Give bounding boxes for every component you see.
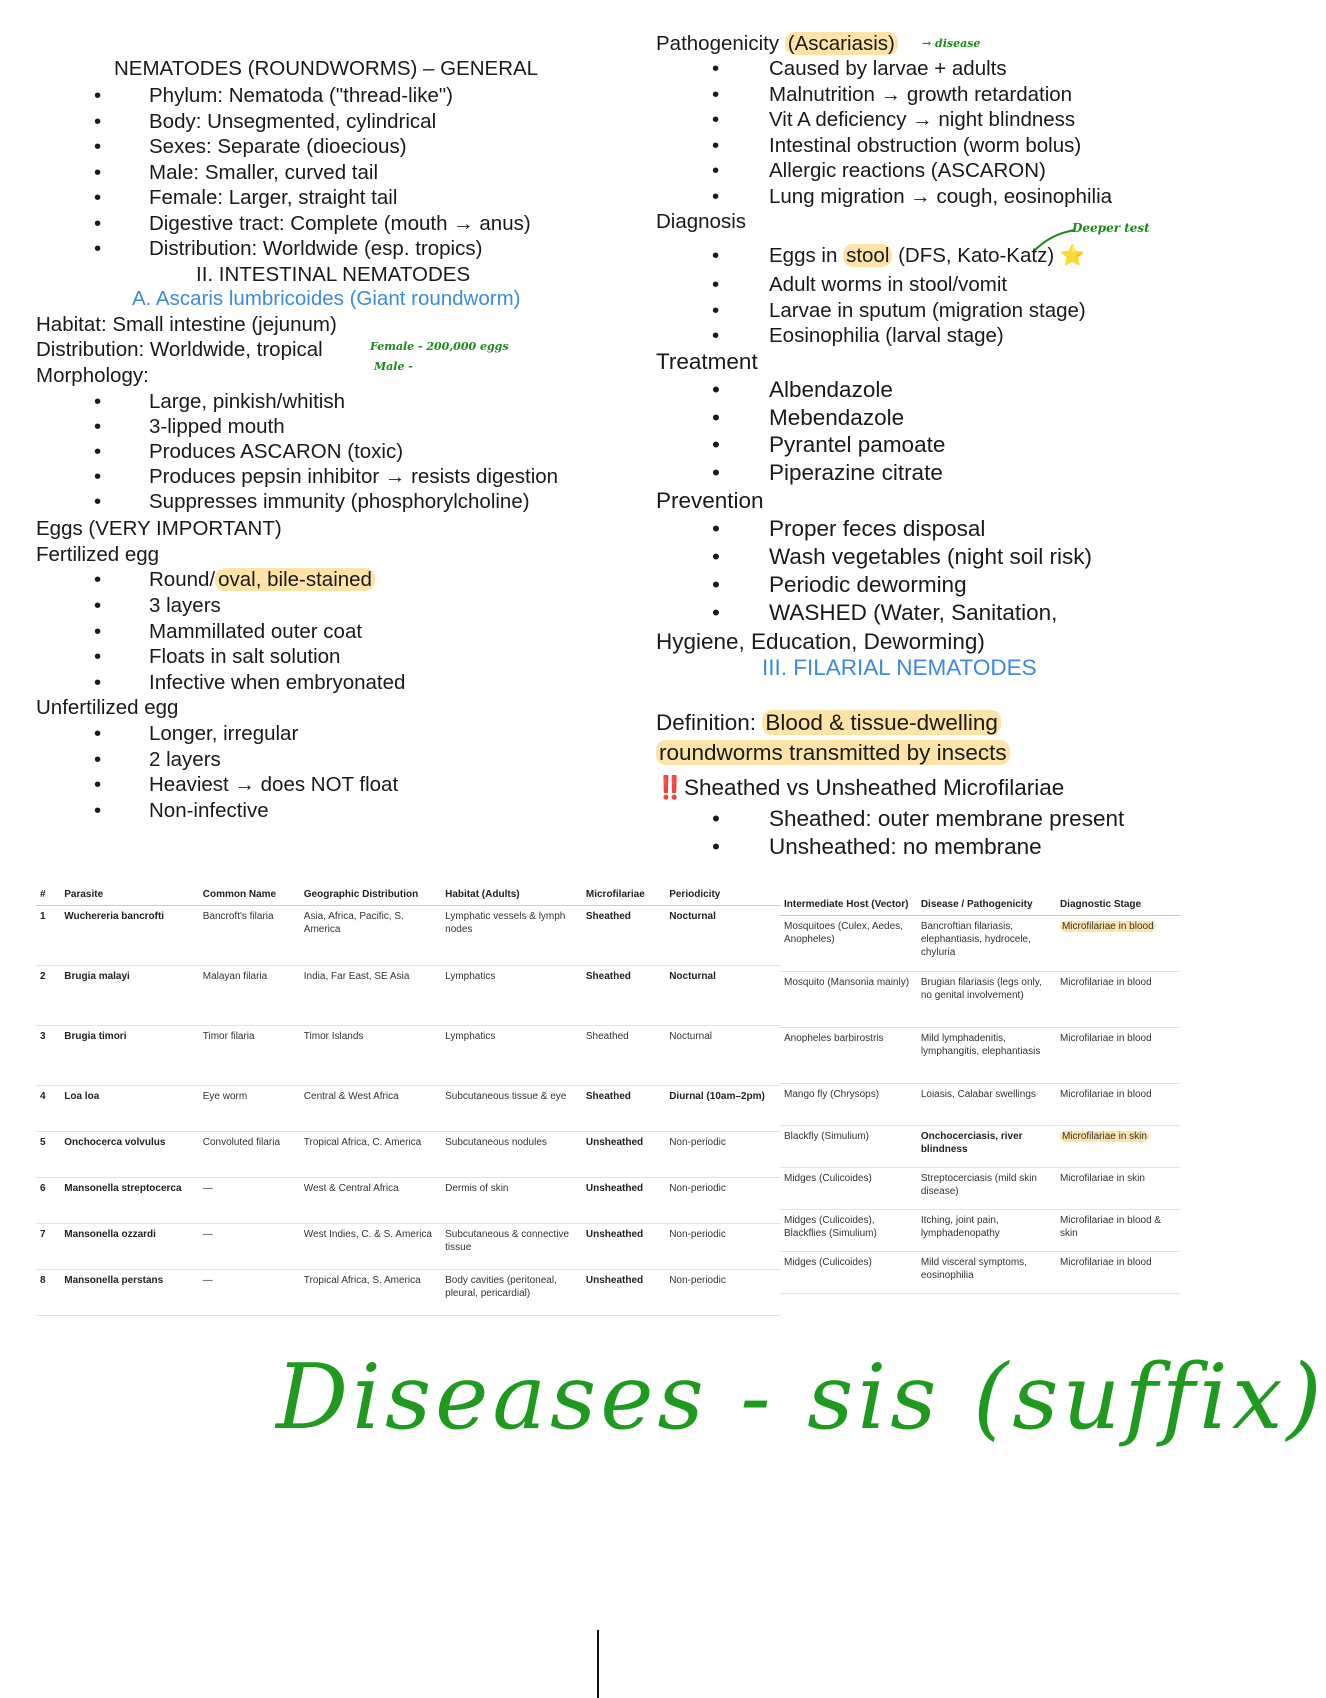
table-cell: Bancroftian filariasis, elephantiasis, hydrocele, chyluria <box>917 916 1056 972</box>
handwritten-note-female: Female - 200,000 eggs <box>370 340 509 353</box>
table-header-cell: Parasite <box>60 886 198 906</box>
table-cell: Nocturnal <box>665 906 781 966</box>
table-cell: Microfilariae in blood <box>1056 1252 1180 1294</box>
table-cell: — <box>199 1270 300 1316</box>
section-filarial-nematodes: III. FILARIAL NEMATODES <box>762 655 1037 680</box>
table-cell: 7 <box>36 1224 60 1270</box>
table-cell: Midges (Culicoides) <box>780 1252 917 1294</box>
table-row <box>36 1270 781 1316</box>
prevention-label: Prevention <box>656 488 764 513</box>
table-cell: Diurnal (10am–2pm) <box>665 1086 781 1132</box>
table-cell: Loa loa <box>60 1086 198 1132</box>
table-cell: West Indies, C. & S. America <box>300 1224 441 1270</box>
table-cell: Unsheathed <box>582 1270 665 1316</box>
prevention-wrap: Hygiene, Education, Deworming) <box>656 629 985 654</box>
handwritten-note-disease: → disease <box>922 37 981 50</box>
table-cell: Wuchereria bancrofti <box>60 906 198 966</box>
table-cell: Dermis of skin <box>441 1178 582 1224</box>
table-row <box>780 916 1180 972</box>
table-cell: Timor Islands <box>300 1026 441 1086</box>
table-row <box>780 1168 1180 1210</box>
sheath-title: ‼️Sheathed vs Unsheathed Microfilariae <box>656 775 1065 800</box>
table-cell: Nocturnal <box>665 1026 781 1086</box>
table-header-cell: Diagnostic Stage <box>1056 896 1180 916</box>
table-cell: Malayan filaria <box>199 966 300 1026</box>
table-cell: Sheathed <box>582 906 665 966</box>
table-cell: — <box>199 1178 300 1224</box>
table-cell: Brugian filariasis (legs only, no genital involvement) <box>917 972 1056 1028</box>
table-cell: Body cavities (peritoneal, pleural, pericardial) <box>441 1270 582 1316</box>
table-cell: Bancroft's filaria <box>199 906 300 966</box>
table-cell: Brugia timori <box>60 1026 198 1086</box>
table-cell: Itching, joint pain, lymphadenopathy <box>917 1210 1056 1252</box>
table-cell: Mango fly (Chrysops) <box>780 1084 917 1126</box>
table-cell: Subcutaneous tissue & eye <box>441 1086 582 1132</box>
table-cell: Non-periodic <box>665 1132 781 1178</box>
page-title: NEMATODES (ROUNDWORMS) – GENERAL <box>114 57 539 80</box>
text-cursor <box>597 1630 599 1698</box>
unfertilized-label: Unfertilized egg <box>36 696 179 719</box>
table-cell: Lymphatics <box>441 966 582 1026</box>
table-row <box>36 1224 781 1270</box>
table-cell: Mansonella streptocerca <box>60 1178 198 1224</box>
table-cell: 1 <box>36 906 60 966</box>
star-icon: ⭐ <box>1059 244 1086 267</box>
table-cell: Anopheles barbirostris <box>780 1028 917 1084</box>
filaria-table-1 <box>36 886 781 1316</box>
table-cell: Microfilariae in blood <box>1056 1084 1180 1126</box>
table-row <box>780 1252 1180 1294</box>
table-cell: Lymphatic vessels & lymph nodes <box>441 906 582 966</box>
filaria-table-2 <box>780 896 1180 1294</box>
table-cell: Sheathed <box>582 1086 665 1132</box>
habitat-line: Habitat: Small intestine (jejunum) <box>36 313 337 336</box>
table-row <box>780 1084 1180 1126</box>
table-cell: Sheathed <box>582 966 665 1026</box>
table-row <box>780 972 1180 1028</box>
table-cell: Streptocerciasis (mild skin disease) <box>917 1168 1056 1210</box>
table-row <box>36 966 781 1026</box>
handwritten-note-deeper-test: Deeper test <box>1072 221 1150 235</box>
table-row <box>36 1086 781 1132</box>
table-row <box>36 1178 781 1224</box>
table-cell: Mansonella ozzardi <box>60 1224 198 1270</box>
table-cell: Central & West Africa <box>300 1086 441 1132</box>
table-header-cell: Geographic Distribution <box>300 886 441 906</box>
exclamation-icon: ‼️ <box>656 775 685 800</box>
table-cell: Timor filaria <box>199 1026 300 1086</box>
table-cell: Midges (Culicoides), Blackflies (Simulium) <box>780 1210 917 1252</box>
table-cell: Convoluted filaria <box>199 1132 300 1178</box>
table-cell: Microfilariae in skin <box>1056 1126 1180 1168</box>
table-cell: 6 <box>36 1178 60 1224</box>
table-cell: Non-periodic <box>665 1224 781 1270</box>
table-header-cell: Intermediate Host (Vector) <box>780 896 917 916</box>
handwritten-note-suffix: Diseases - sis (suffix) <box>276 1345 1326 1450</box>
table-cell: Nocturnal <box>665 966 781 1026</box>
table-cell: Eye worm <box>199 1086 300 1132</box>
table-cell: Microfilariae in blood <box>1056 1028 1180 1084</box>
table-cell: Mild visceral symptoms, eosinophilia <box>917 1252 1056 1294</box>
table-cell: 4 <box>36 1086 60 1132</box>
table-cell: Mansonella perstans <box>60 1270 198 1316</box>
table-header-cell: Common Name <box>199 886 300 906</box>
table-cell: Asia, Africa, Pacific, S. America <box>300 906 441 966</box>
table-cell: 5 <box>36 1132 60 1178</box>
eggs-label: Eggs (VERY IMPORTANT) <box>36 517 282 540</box>
table-cell: India, Far East, SE Asia <box>300 966 441 1026</box>
table-cell: Sheathed <box>582 1026 665 1086</box>
table-cell: Mild lymphadenitis, lymphangitis, elephantiasis <box>917 1028 1056 1084</box>
table-header-cell: Habitat (Adults) <box>441 886 582 906</box>
table-cell: Tropical Africa, S. America <box>300 1270 441 1316</box>
table-cell: Microfilariae in blood <box>1056 916 1180 972</box>
table-cell: 2 <box>36 966 60 1026</box>
definition-line-1: Definition: Blood & tissue-dwelling <box>656 711 1001 735</box>
table-header-cell: Disease / Pathogenicity <box>917 896 1056 916</box>
table-cell: Subcutaneous & connective tissue <box>441 1224 582 1270</box>
table-cell: Onchocerca volvulus <box>60 1132 198 1178</box>
table-row <box>36 1132 781 1178</box>
table-cell: Mosquitoes (Culex, Aedes, Anopheles) <box>780 916 917 972</box>
table-cell: Loiasis, Calabar swellings <box>917 1084 1056 1126</box>
table-cell: Non-periodic <box>665 1270 781 1316</box>
table-cell: Mosquito (Mansonia mainly) <box>780 972 917 1028</box>
subsection-ascaris: A. Ascaris lumbricoides (Giant roundworm) <box>132 287 521 310</box>
distribution-line: Distribution: Worldwide, tropical <box>36 338 323 361</box>
table-cell: Non-periodic <box>665 1178 781 1224</box>
table-cell: Microfilariae in blood <box>1056 972 1180 1028</box>
table-cell: Microfilariae in blood & skin <box>1056 1210 1180 1252</box>
table-row <box>36 906 781 966</box>
section-intestinal-nematodes: II. INTESTINAL NEMATODES <box>196 263 471 286</box>
table-cell: Lymphatics <box>441 1026 582 1086</box>
treatment-label: Treatment <box>656 349 758 374</box>
highlight: oval, bile-stained <box>215 568 375 591</box>
table-cell: Onchocerciasis, river blindness <box>917 1126 1056 1168</box>
table-cell: Subcutaneous nodules <box>441 1132 582 1178</box>
fertilized-label: Fertilized egg <box>36 543 160 566</box>
definition-line-2: roundworms transmitted by insects <box>656 741 1010 765</box>
table-header-cell: Microfilariae <box>582 886 665 906</box>
table-cell: Unsheathed <box>582 1178 665 1224</box>
morphology-label: Morphology: <box>36 364 149 387</box>
table-cell: Brugia malayi <box>60 966 198 1026</box>
table-row <box>780 1126 1180 1168</box>
table-row <box>36 1026 781 1086</box>
table-cell: West & Central Africa <box>300 1178 441 1224</box>
table-cell: Tropical Africa, C. America <box>300 1132 441 1178</box>
handwritten-note-male: Male - <box>374 360 413 373</box>
table-header-cell: # <box>36 886 60 906</box>
table-row <box>780 1028 1180 1084</box>
table-cell: Microfilariae in skin <box>1056 1168 1180 1210</box>
table-cell: 8 <box>36 1270 60 1316</box>
table-row <box>780 1210 1180 1252</box>
table-cell: Midges (Culicoides) <box>780 1168 917 1210</box>
table-cell: 3 <box>36 1026 60 1086</box>
table-header-cell: Periodicity <box>665 886 781 906</box>
table-cell: Unsheathed <box>582 1132 665 1178</box>
table-cell: Unsheathed <box>582 1224 665 1270</box>
pathogenicity-heading: Pathogenicity (Ascariasis) <box>656 32 898 56</box>
diagnosis-label: Diagnosis <box>656 210 747 233</box>
table-cell: — <box>199 1224 300 1270</box>
table-cell: Blackfly (Simulium) <box>780 1126 917 1168</box>
